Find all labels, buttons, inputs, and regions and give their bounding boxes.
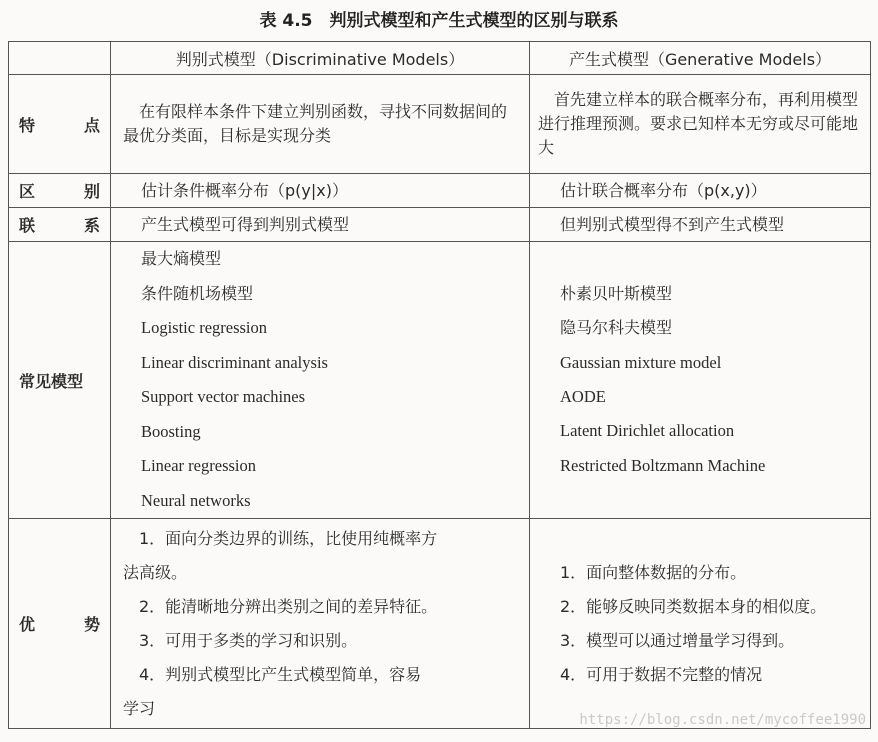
- model-item: Support vector machines: [141, 387, 306, 406]
- relation-discriminative: 产生式模型可得到判别式模型: [111, 208, 530, 242]
- model-item: Restricted Boltzmann Machine: [560, 455, 766, 475]
- advantages-generative: [530, 519, 871, 729]
- model-item: Logistic regression: [141, 318, 268, 337]
- header-generative: 产生式模型（Generative Models）: [530, 42, 871, 75]
- model-item: 隐马尔科夫模型: [560, 318, 673, 338]
- advantage-line: 3．可用于多类的学习和识别。: [139, 630, 358, 650]
- models-discriminative: [111, 242, 530, 519]
- corner-cell: [9, 42, 111, 75]
- row-advantages: [9, 519, 871, 729]
- row-relation: [9, 208, 871, 242]
- header-row: [9, 42, 871, 75]
- row-label-models: 常见模型: [9, 242, 111, 519]
- row-difference: [9, 174, 871, 208]
- model-item: Neural networks: [141, 490, 251, 510]
- row-features: [9, 75, 871, 174]
- table-caption: 表 4.5 判别式模型和产生式模型的区别与联系: [259, 11, 619, 31]
- watermark: https://blog.csdn.net/mycoffee1990: [579, 712, 866, 728]
- model-item: AODE: [560, 387, 606, 406]
- advantage-line: 1．面向分类边界的训练，比使用纯概率方: [139, 528, 438, 548]
- model-item: Latent Dirichlet allocation: [560, 421, 735, 441]
- model-item: 朴素贝叶斯模型: [560, 283, 673, 303]
- advantage-line: 法高级。: [123, 562, 188, 582]
- features-generative: 首先建立样本的联合概率分布，再利用模型进行推理预测。要求已知样本无穷或尽可能地大: [530, 75, 871, 174]
- advantage-line: 2．能清晰地分辨出类别之间的差异特征。: [139, 596, 438, 616]
- row-label-relation: 联 系: [9, 208, 111, 242]
- advantage-line: 学习: [123, 698, 156, 718]
- advantage-line: 1．面向整体数据的分布。: [560, 562, 747, 582]
- model-item: Linear discriminant analysis: [141, 352, 328, 372]
- model-item: 最大熵模型: [141, 249, 222, 268]
- model-item: Linear regression: [141, 456, 256, 475]
- header-discriminative: 判别式模型（Discriminative Models）: [111, 42, 530, 75]
- advantage-line: 2．能够反映同类数据本身的相似度。: [560, 596, 827, 616]
- advantage-line: 4．判别式模型比产生式模型简单，容易: [139, 664, 422, 684]
- difference-discriminative: 估计条件概率分布（p(y|x)）: [111, 174, 530, 208]
- row-models: [9, 242, 871, 519]
- row-label-difference: 区 别: [9, 174, 111, 208]
- row-label-advantages: 优 势: [9, 519, 111, 729]
- comparison-table: [8, 41, 871, 729]
- difference-generative: 估计联合概率分布（p(x,y)）: [530, 174, 871, 208]
- models-generative: [530, 242, 871, 519]
- model-item: Gaussian mixture model: [560, 352, 722, 372]
- model-item: 条件随机场模型: [141, 283, 254, 303]
- advantages-discriminative: [111, 519, 530, 729]
- advantage-line: 3．模型可以通过增量学习得到。: [560, 630, 795, 650]
- advantage-line: 4．可用于数据不完整的情况: [560, 664, 763, 684]
- features-discriminative: 在有限样本条件下建立判别函数，寻找不同数据间的最优分类面，目标是实现分类: [111, 75, 530, 174]
- model-item: Boosting: [141, 421, 201, 441]
- row-label-features: 特 点: [9, 75, 111, 174]
- relation-generative: 但判别式模型得不到产生式模型: [530, 208, 871, 242]
